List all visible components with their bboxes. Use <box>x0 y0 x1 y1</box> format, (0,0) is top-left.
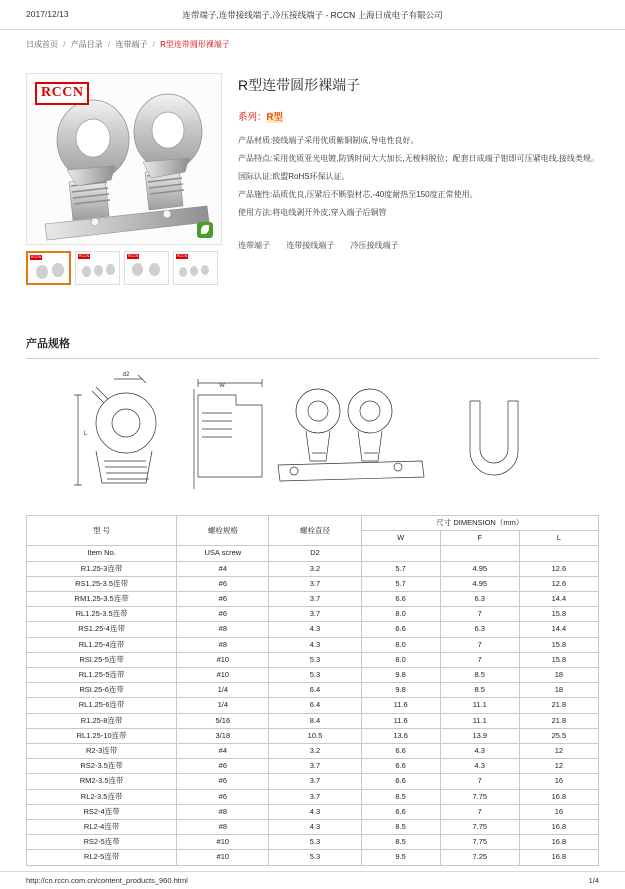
cell-l: 21.8 <box>519 698 598 713</box>
col-header-spacer <box>440 546 519 561</box>
cell-w: 8.5 <box>361 835 440 850</box>
cell-f: 6.3 <box>440 622 519 637</box>
table-row <box>27 789 599 804</box>
col-header-l: L <box>519 531 598 546</box>
table-row <box>27 576 599 591</box>
table-row <box>27 728 599 743</box>
description-line: 产品材质:接线端子采用优质紫铜制成,导电性良好。 <box>238 136 419 145</box>
table-row <box>27 835 599 850</box>
section-divider <box>26 358 599 359</box>
cell-l: 14.4 <box>519 592 598 607</box>
cell-w: 6.6 <box>361 774 440 789</box>
cell-item: RL1.25-3.5连带 <box>27 607 177 622</box>
print-page-title: 连带端子,连带接线端子,冷压接线端子 - RCCN 上海日成电子有限公司 <box>182 10 443 20</box>
cell-d2: 10.5 <box>269 728 361 743</box>
col-header-screw-cn: 螺栓规格 <box>177 516 269 546</box>
cell-f: 7 <box>440 804 519 819</box>
breadcrumb-current: R型连带圆形裸端子 <box>160 40 230 49</box>
thumbnail-logo: RCCN <box>79 254 90 258</box>
cell-screw: #4 <box>177 561 269 576</box>
description-line: 产品施性:品质优良,压紧后不断裂材芯,-40度耐热至150度正常使用。 <box>238 190 478 199</box>
cell-item: RS2-3.5连带 <box>27 759 177 774</box>
cell-l: 18 <box>519 683 598 698</box>
product-main-image[interactable] <box>26 73 222 245</box>
table-row <box>27 668 599 683</box>
cell-w: 6.6 <box>361 759 440 774</box>
cell-w: 6.6 <box>361 804 440 819</box>
technical-drawings <box>26 365 599 509</box>
cell-item: RS1.25-4连带 <box>27 622 177 637</box>
cell-f: 7 <box>440 637 519 652</box>
cell-screw: #6 <box>177 789 269 804</box>
cell-l: 15.8 <box>519 637 598 652</box>
cell-l: 16.8 <box>519 850 598 865</box>
cell-l: 21.8 <box>519 713 598 728</box>
breadcrumb <box>0 30 625 59</box>
breadcrumb-item-home[interactable]: 日成首页 <box>26 40 58 49</box>
cell-f: 7.75 <box>440 835 519 850</box>
table-header-row-en <box>27 546 599 561</box>
cell-w: 9.8 <box>361 683 440 698</box>
table-row <box>27 820 599 835</box>
thumbnail-3[interactable] <box>124 251 169 285</box>
thumbnail-2[interactable] <box>75 251 120 285</box>
thumbnail-logo: RCCN <box>128 254 139 258</box>
thumbnail-logo: RCCN <box>177 254 188 258</box>
cell-l: 16.8 <box>519 835 598 850</box>
cell-item: RL1.25-5连带 <box>27 668 177 683</box>
cell-item: RSI.25-5连带 <box>27 652 177 667</box>
svg-text:d2: d2 <box>122 372 130 378</box>
cell-screw: #10 <box>177 835 269 850</box>
table-row <box>27 759 599 774</box>
product-series <box>238 109 599 123</box>
table-row <box>27 774 599 789</box>
svg-text:W: W <box>219 383 225 389</box>
breadcrumb-item-catalog[interactable]: 产品目录 <box>70 40 103 49</box>
cell-f: 8.5 <box>440 683 519 698</box>
cell-f: 4.95 <box>440 576 519 591</box>
table-row <box>27 713 599 728</box>
cell-f: 7.25 <box>440 850 519 865</box>
cell-f: 6.3 <box>440 592 519 607</box>
spec-table <box>26 515 599 866</box>
cell-screw: 1/4 <box>177 698 269 713</box>
cell-l: 12.6 <box>519 561 598 576</box>
description-line: 使用方法:将电线剥开外皮,穿入端子后铜管 <box>238 208 387 217</box>
cell-l: 12 <box>519 759 598 774</box>
product-block <box>26 73 599 313</box>
description-line: 产品特点:采用优质亚光电镀,防锈时间大大加长,无棱料脱位；配套日成端子钳即可压紧电线,接线类规。 <box>238 154 599 163</box>
cell-screw: #10 <box>177 850 269 865</box>
cell-w: 5.7 <box>361 561 440 576</box>
cell-d2: 3.2 <box>269 744 361 759</box>
cell-d2: 8.4 <box>269 713 361 728</box>
tag-item[interactable]: 连带端子 <box>238 241 270 250</box>
cell-d2: 3.7 <box>269 592 361 607</box>
product-info <box>238 73 599 251</box>
table-row <box>27 698 599 713</box>
cell-w: 8.5 <box>361 820 440 835</box>
breadcrumb-separator: / <box>107 40 111 49</box>
cell-d2: 4.3 <box>269 622 361 637</box>
product-gallery <box>26 73 222 285</box>
cell-d2: 5.3 <box>269 668 361 683</box>
cell-item: RS2-5连带 <box>27 835 177 850</box>
cell-w: 6.6 <box>361 622 440 637</box>
series-label: 系列： <box>238 112 267 123</box>
table-row <box>27 637 599 652</box>
cell-item: RL1.25-10连带 <box>27 728 177 743</box>
cell-item: RM1.25-3.5连带 <box>27 592 177 607</box>
cell-screw: 5/16 <box>177 713 269 728</box>
cell-d2: 3.7 <box>269 607 361 622</box>
page-title: R型连带圆形裸端子 <box>238 77 361 93</box>
cell-w: 9.8 <box>361 668 440 683</box>
cell-d2: 5.3 <box>269 835 361 850</box>
cell-item: RL2-4连带 <box>27 820 177 835</box>
description-line: 国际认证:欧盟RoHS环保认证。 <box>238 172 350 181</box>
cell-w: 8.5 <box>361 789 440 804</box>
section-title-spec: 产品规格 <box>26 338 70 350</box>
series-value: R型 <box>266 112 283 123</box>
cell-screw: #4 <box>177 744 269 759</box>
cell-f: 7 <box>440 774 519 789</box>
spec-table-head <box>27 516 599 562</box>
table-row <box>27 683 599 698</box>
col-header-d2-cn: 螺栓直径 <box>269 516 361 546</box>
cell-w: 8.0 <box>361 637 440 652</box>
rccn-logo: RCCN <box>35 82 89 105</box>
table-row <box>27 744 599 759</box>
cell-f: 4.95 <box>440 561 519 576</box>
cell-screw: #10 <box>177 652 269 667</box>
print-date: 2017/12/13 <box>26 9 69 19</box>
cell-f: 4.3 <box>440 744 519 759</box>
cell-d2: 4.3 <box>269 637 361 652</box>
cell-f: 7.75 <box>440 789 519 804</box>
col-header-spacer <box>519 546 598 561</box>
cell-screw: #6 <box>177 774 269 789</box>
cell-l: 15.8 <box>519 652 598 667</box>
product-tags <box>238 240 599 251</box>
cell-d2: 5.3 <box>269 652 361 667</box>
cell-screw: #8 <box>177 804 269 819</box>
cell-f: 13.9 <box>440 728 519 743</box>
spec-table-body <box>27 561 599 865</box>
col-header-spacer <box>361 546 440 561</box>
cell-item: RS2-4连带 <box>27 804 177 819</box>
cell-screw: #8 <box>177 637 269 652</box>
cell-item: RL1.25-6连带 <box>27 698 177 713</box>
cell-l: 16.8 <box>519 820 598 835</box>
cell-f: 7 <box>440 607 519 622</box>
table-row <box>27 622 599 637</box>
cell-l: 16 <box>519 804 598 819</box>
cell-l: 16.8 <box>519 789 598 804</box>
cell-d2: 3.7 <box>269 789 361 804</box>
cell-w: 8.0 <box>361 607 440 622</box>
cell-d2: 4.3 <box>269 820 361 835</box>
cell-f: 4.3 <box>440 759 519 774</box>
rohs-leaf-icon <box>197 222 213 238</box>
col-header-f: F <box>440 531 519 546</box>
cell-f: 8.5 <box>440 668 519 683</box>
cell-w: 11.6 <box>361 713 440 728</box>
cell-l: 25.5 <box>519 728 598 743</box>
cell-screw: #10 <box>177 668 269 683</box>
cell-d2: 3.7 <box>269 759 361 774</box>
product-description <box>238 135 599 218</box>
thumbnail-list <box>26 251 222 285</box>
thumbnail-1[interactable] <box>26 251 71 285</box>
cell-screw: #6 <box>177 607 269 622</box>
cell-w: 8.0 <box>361 652 440 667</box>
cell-d2: 5.3 <box>269 850 361 865</box>
print-header <box>0 0 625 30</box>
cell-screw: #6 <box>177 592 269 607</box>
col-header-dimension: 尺寸 DIMENSION（mm） <box>361 516 598 531</box>
cell-item: R1.25-8连带 <box>27 713 177 728</box>
col-header-w: W <box>361 531 440 546</box>
cell-w: 6.6 <box>361 744 440 759</box>
col-header-screw-en: USA screw <box>177 546 269 561</box>
cell-screw: #6 <box>177 759 269 774</box>
cell-d2: 4.3 <box>269 804 361 819</box>
table-row <box>27 652 599 667</box>
table-row <box>27 804 599 819</box>
col-header-item-no-cn: 型 号 <box>27 516 177 546</box>
footer-url: http://cn.rccn.com.cn/content_products_960.html <box>26 876 188 885</box>
tag-item[interactable]: 冷压接线端子 <box>350 241 399 250</box>
breadcrumb-separator: / <box>152 40 155 49</box>
cell-w: 13.6 <box>361 728 440 743</box>
cell-d2: 6.4 <box>269 698 361 713</box>
cell-d2: 3.2 <box>269 561 361 576</box>
cell-l: 18 <box>519 668 598 683</box>
cell-f: 7 <box>440 652 519 667</box>
thumbnail-logo: RCCN <box>31 255 42 259</box>
cell-item: RL2-3.5连带 <box>27 789 177 804</box>
cell-l: 12 <box>519 744 598 759</box>
table-header-row-top <box>27 516 599 531</box>
cell-l: 12.6 <box>519 576 598 591</box>
cell-w: 11.6 <box>361 698 440 713</box>
cell-screw: 3/18 <box>177 728 269 743</box>
table-row <box>27 561 599 576</box>
col-header-d2-en: D2 <box>269 546 361 561</box>
cell-item: RL1.25-4连带 <box>27 637 177 652</box>
cell-w: 9.5 <box>361 850 440 865</box>
cell-item: RL2-5连带 <box>27 850 177 865</box>
cell-w: 6.6 <box>361 592 440 607</box>
cell-f: 7.75 <box>440 820 519 835</box>
col-header-item-no-en: Item No. <box>27 546 177 561</box>
cell-item: R2-3连带 <box>27 744 177 759</box>
cell-w: 5.7 <box>361 576 440 591</box>
cell-f: 11.1 <box>440 713 519 728</box>
cell-screw: #6 <box>177 576 269 591</box>
table-row <box>27 607 599 622</box>
cell-screw: #8 <box>177 622 269 637</box>
cell-d2: 6.4 <box>269 683 361 698</box>
cell-item: RM2-3.5连带 <box>27 774 177 789</box>
svg-text:L: L <box>84 431 88 437</box>
cell-d2: 3.7 <box>269 576 361 591</box>
cell-l: 15.8 <box>519 607 598 622</box>
cell-l: 14.4 <box>519 622 598 637</box>
table-row <box>27 850 599 865</box>
cell-item: R1.25-3连带 <box>27 561 177 576</box>
cell-item: RSI.25-6连带 <box>27 683 177 698</box>
breadcrumb-item-category[interactable]: 连带端子 <box>115 40 148 49</box>
breadcrumb-separator: / <box>63 40 66 49</box>
cell-screw: #8 <box>177 820 269 835</box>
cell-l: 16 <box>519 774 598 789</box>
cell-item: RS1.25-3.5连带 <box>27 576 177 591</box>
tag-item[interactable]: 连带接线端子 <box>286 241 335 250</box>
thumbnail-4[interactable] <box>173 251 218 285</box>
cell-f: 11.1 <box>440 698 519 713</box>
footer-page-number: 1/4 <box>588 876 599 885</box>
table-row <box>27 592 599 607</box>
print-footer <box>0 871 625 889</box>
cell-screw: 1/4 <box>177 683 269 698</box>
cell-d2: 3.7 <box>269 774 361 789</box>
drawing-svg <box>26 365 599 509</box>
